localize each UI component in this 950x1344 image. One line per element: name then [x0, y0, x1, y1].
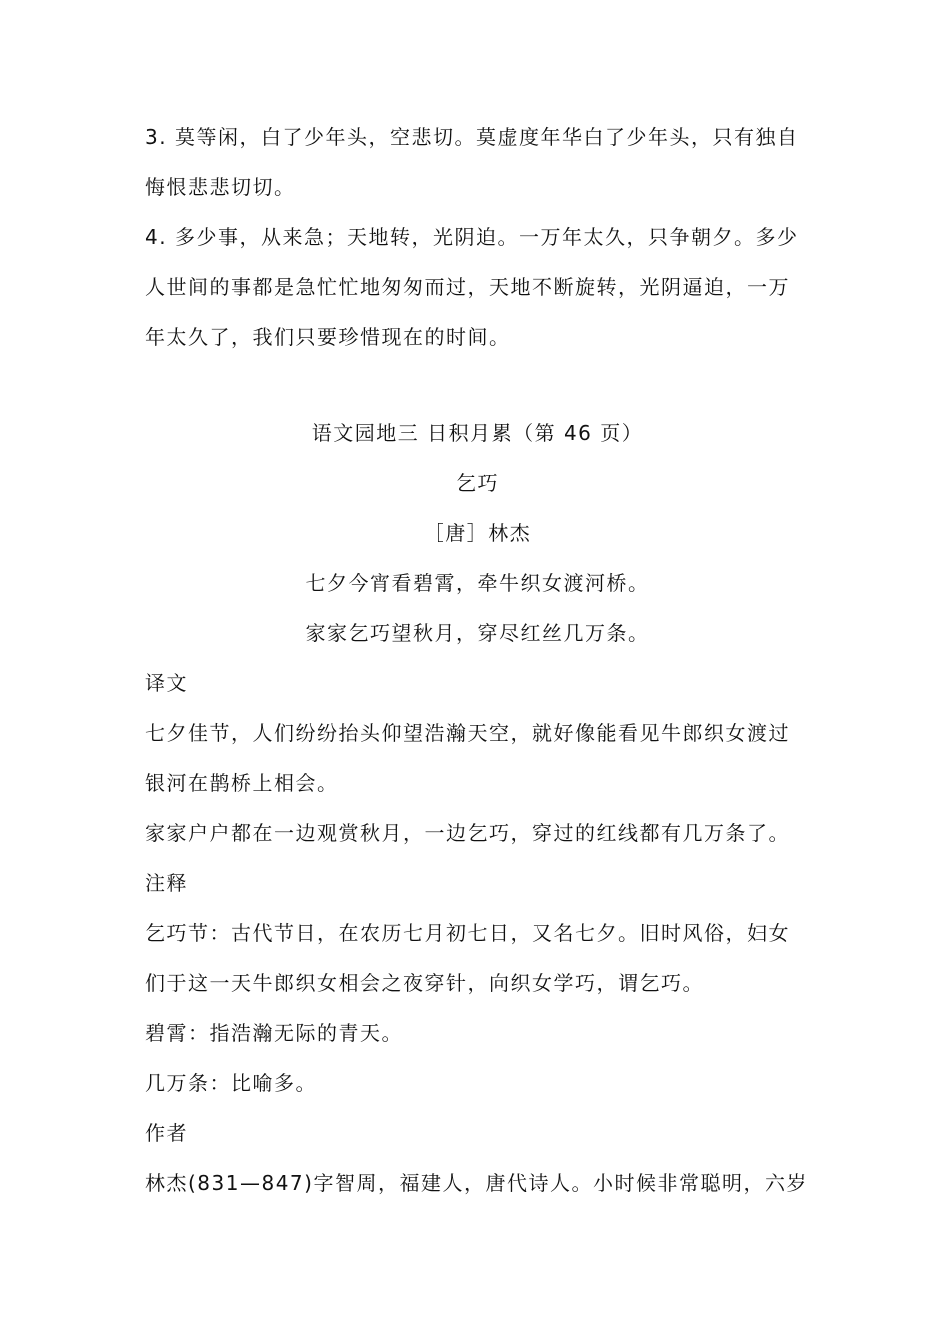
note-item-jiwantiao: 几万条：比喻多。 [145, 1071, 317, 1095]
document-page [145, 112, 810, 1208]
section-heading: 语文园地三 日积月累（第 46 页） [311, 421, 644, 445]
poem-line-1: 七夕今宵看碧霄，牵牛织女渡河桥。 [305, 571, 650, 595]
translation-label: 译文 [145, 671, 188, 695]
author-bio: 林杰(831—847)字智周，福建人，唐代诗人。小时候非常聪明，六岁 [145, 1171, 808, 1195]
note-item-bixiao: 碧霄：指浩瀚无际的青天。 [145, 1021, 403, 1045]
note-paragraph-4: 4. 多少事，从来急；天地转，光阴迫。一万年太久，只争朝夕。多少人世间的事都是急忙忙地匆匆而过，天地不断旋转，光阴逼迫，一万年太久了，我们只要珍惜现在的时间。 [145, 225, 799, 349]
translation-paragraph-2: 家家户户都在一边观赏秋月，一边乞巧，穿过的红线都有几万条了。 [145, 821, 790, 845]
translation-paragraph-1: 七夕佳节，人们纷纷抬头仰望浩瀚天空，就好像能看见牛郎织女渡过银河在鹊桥上相会。 [145, 721, 790, 795]
poem-author: ［唐］林杰 [423, 521, 532, 545]
note-item-qiqiao: 乞巧节：古代节日，在农历七月初七日，又名七夕。旧时风俗，妇女们于这一天牛郎织女相会之夜穿针，向织女学巧，谓乞巧。 [145, 921, 790, 995]
section-spacer [145, 362, 810, 408]
notes-label: 注释 [145, 871, 188, 895]
poem-line-2: 家家乞巧望秋月，穿尽红丝几万条。 [305, 621, 650, 645]
note-paragraph-3: 3. 莫等闲，白了少年头，空悲切。莫虚度年华白了少年头，只有独自悔恨悲悲切切。 [145, 125, 799, 199]
poem-title: 乞巧 [456, 471, 499, 495]
author-label: 作者 [145, 1121, 188, 1145]
